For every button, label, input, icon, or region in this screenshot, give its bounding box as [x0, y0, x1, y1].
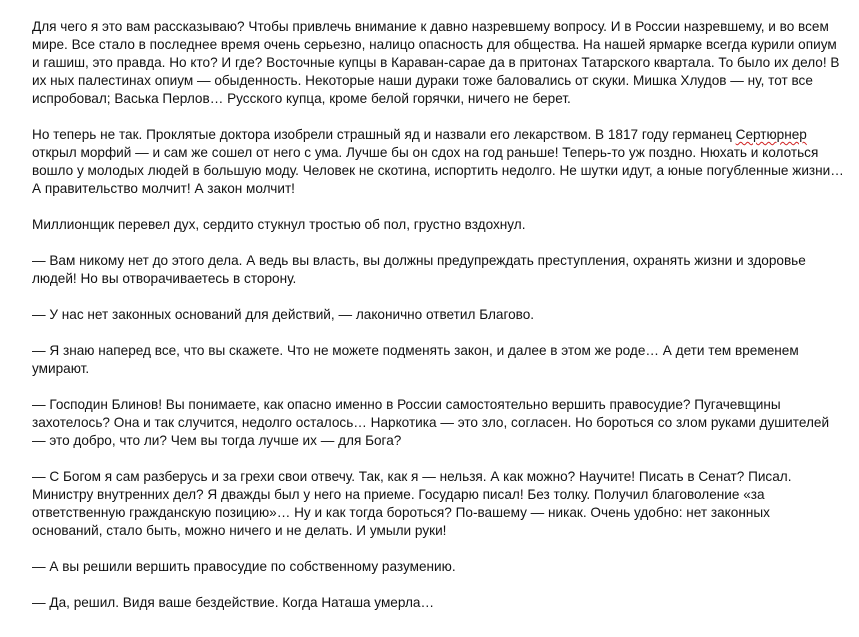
paragraph-text: Но теперь не так. Проклятые доктора изобрели страшный яд и назвали его лекарством. В 1817 году германец [32, 127, 736, 142]
paragraph [32, 126, 844, 198]
paragraph: — Да, решил. Видя ваше бездействие. Когда Наташа умерла… [32, 595, 435, 610]
paragraph: Для чего я это вам рассказываю? Чтобы привлечь внимание к давно назревшему вопросу. И в России назревшему, и во всем мире. Все стало в последнее время очень серьезно, налицо опасность для общества. На нашей ярмарке всегда курили опиум и гашиш, это правда. Но кто? И где? Восточные купцы в Караван-сарае да в притонах Татарского квартала. То было их дело! В их ных палестинах опиум — обыденность. Некоторые наши дураки тоже баловались от скуки. Мишка Хлудов — ну, тот все испробовал; Васька Перлов… Русского купца, кроме белой горячки, ничего не берет. [32, 19, 840, 106]
paragraph: — Господин Блинов! Вы понимаете, как опасно именно в России самостоятельно вершить правосудие? Пугачевщины захотелось? Она и так случится, недолго осталось… Наркотика — это зло, согласен. Но бороться со злом руками душителей — это добро, что ли? Чем вы тогда лучше их — для Бога? [32, 397, 830, 448]
paragraph: — Я знаю наперед все, что вы скажете. Что не можете подменять закон, и далее в этом же роде… А дети тем временем умирают. [32, 343, 799, 376]
paragraph: — С Богом я сам разберусь и за грехи свои отвечу. Так, как я — нельзя. А как можно? Научите! Писать в Сенат? Писал. Министру внутренних дел? Я дважды был у него на приеме. Государю писал! Без толку. Получил благоволение «за ответственную гражданскую позицию»… Ну и как тогда бороться? По-вашему — никак. Очень удобно: нет законных оснований, стало быть, можно ничего и не делать. И умыли руки! [32, 469, 792, 538]
paragraph: — Вам никому нет до этого дела. А ведь вы власть, вы должны предупреждать преступления, охранять жизни и здоровье людей! Но вы отворачиваетесь в сторону. [32, 253, 806, 286]
paragraph: Миллионщик перевел дух, сердито стукнул тростью об пол, грустно вздохнул. [32, 217, 526, 232]
paragraph: — У нас нет законных оснований для действий, — лаконично ответил Благово. [32, 307, 535, 322]
paragraph: — А вы решили вершить правосудие по собственному разумению. [32, 559, 456, 574]
spellcheck-marked-word[interactable]: Сертюрнер [735, 127, 807, 142]
document-body [32, 18, 844, 612]
paragraph-text: открыл морфий — и сам же сошел от него с ума. Лучше бы он сдох на год раньше! Теперь-то уж поздно. Нюхать и колоться вошло у молодых людей в большую моду. Человек не скотина, испортить недолго. Не шутки идут, а юные погубленные жизни… А правительство молчит! А закон молчит! [32, 145, 844, 196]
